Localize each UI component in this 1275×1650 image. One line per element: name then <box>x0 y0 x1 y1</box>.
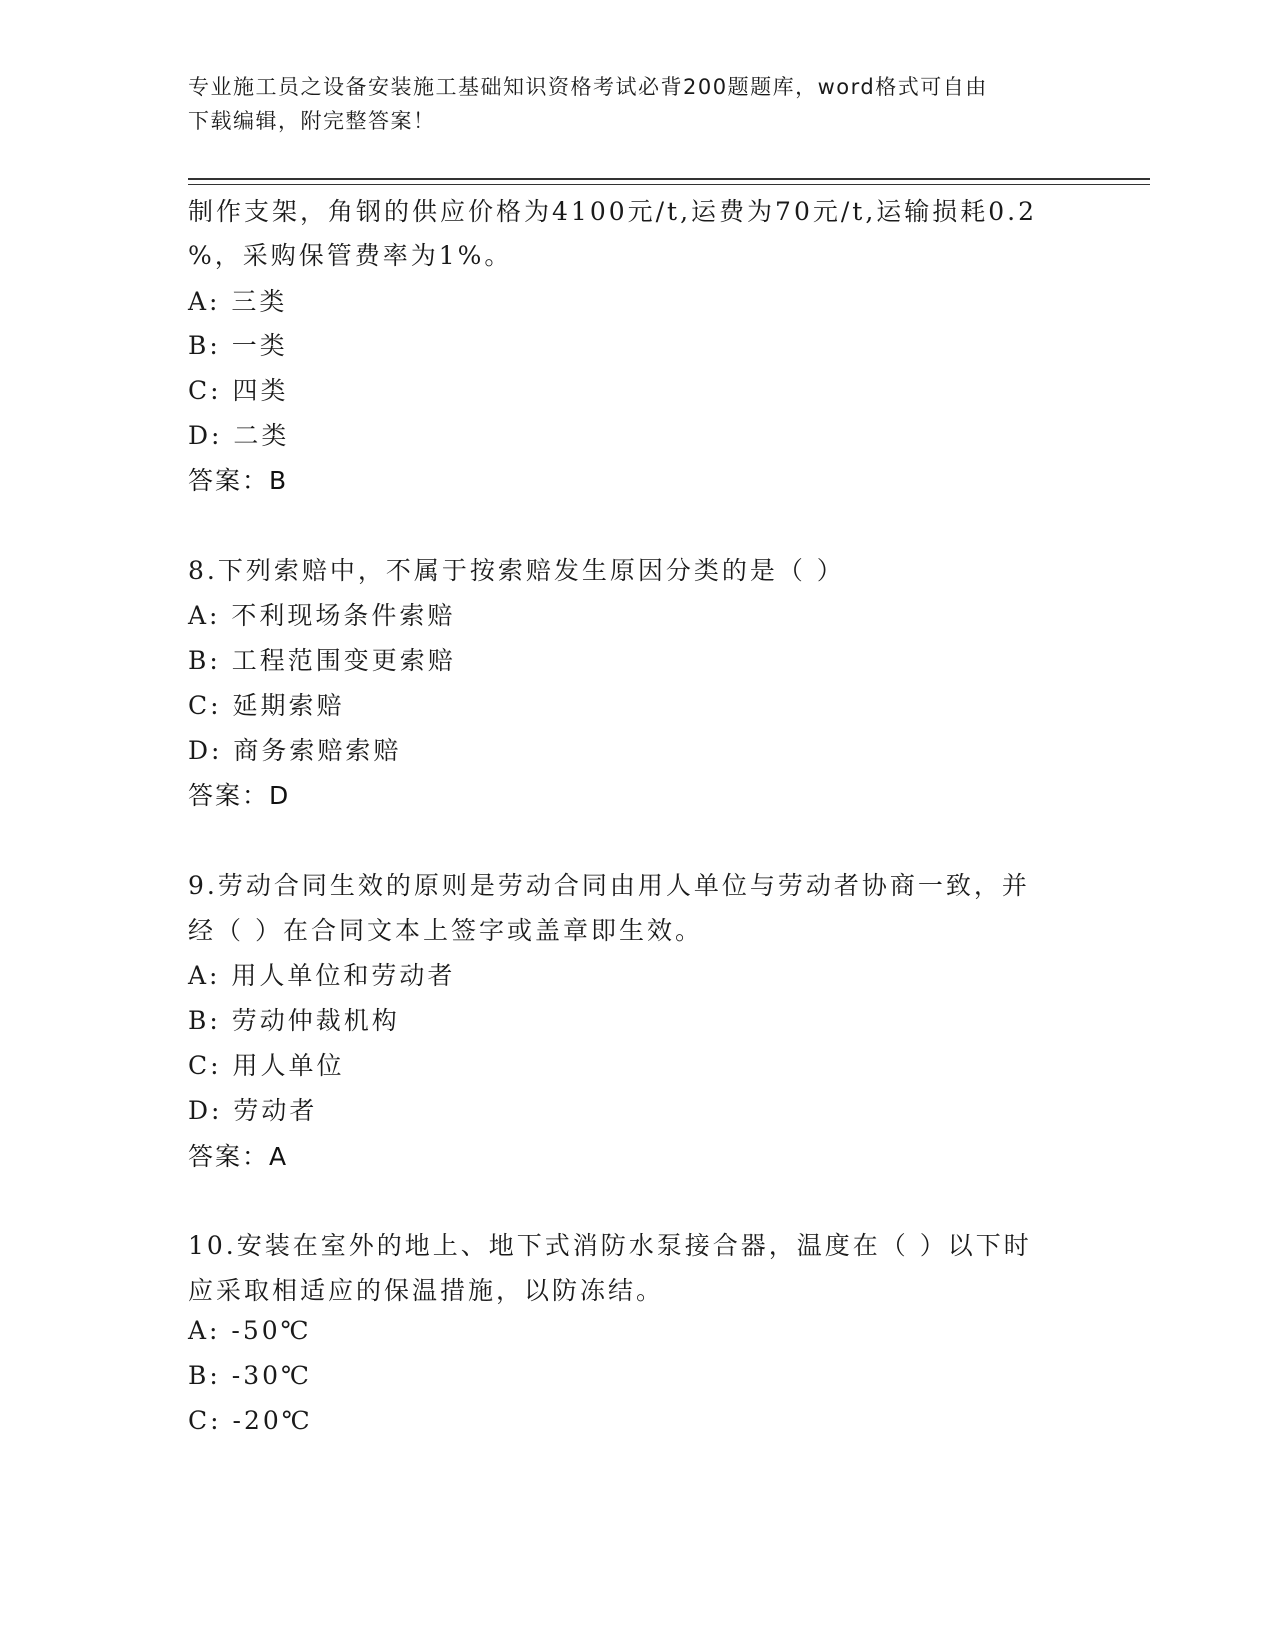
question-7-stem-line-1: 制作支架，角钢的供应价格为4100元/t,运费为70元/t,运输损耗0.2 <box>188 197 1038 226</box>
question-10-option-a: A: -50℃ <box>188 1316 312 1345</box>
question-9-option-c: C: 用人单位 <box>188 1051 345 1080</box>
question-7-option-a: A: 三类 <box>188 287 288 316</box>
question-8-option-b: B: 工程范围变更索赔 <box>188 646 456 675</box>
question-9-option-b: B: 劳动仲裁机构 <box>188 1006 400 1035</box>
question-9-stem-line-2: 经（ ）在合同文本上签字或盖章即生效。 <box>188 916 703 945</box>
question-9-option-d: D: 劳动者 <box>188 1096 318 1125</box>
question-7-option-b: B: 一类 <box>188 331 288 360</box>
header-line-2: 下载编辑，附完整答案！ <box>188 109 436 133</box>
question-8-answer: 答案：D <box>188 781 291 810</box>
question-8-stem-line-1: 8.下列索赔中，不属于按索赔发生原因分类的是（ ） <box>188 556 845 585</box>
question-10-stem-line-1: 10.安装在室外的地上、地下式消防水泵接合器，温度在（ ）以下时 <box>188 1231 1032 1260</box>
question-7-stem-line-2: %，采购保管费率为1%。 <box>188 241 513 270</box>
header-line-1: 专业施工员之设备安装施工基础知识资格考试必背200题题库，word格式可自由 <box>188 75 988 99</box>
header-divider-thin <box>188 184 1150 185</box>
document-header <box>188 70 1088 138</box>
question-7-answer: 答案：B <box>188 466 289 495</box>
question-8-option-a: A: 不利现场条件索赔 <box>188 601 456 630</box>
question-9-option-a: A: 用人单位和劳动者 <box>188 961 456 990</box>
question-9-stem-line-1: 9.劳动合同生效的原则是劳动合同由用人单位与劳动者协商一致，并 <box>188 871 1030 900</box>
question-8-option-c: C: 延期索赔 <box>188 691 345 720</box>
question-8-option-d: D: 商务索赔索赔 <box>188 736 402 765</box>
header-divider-thick <box>188 178 1150 180</box>
question-10-stem-line-2: 应采取相适应的保温措施，以防冻结。 <box>188 1276 665 1305</box>
question-7-option-c: C: 四类 <box>188 376 289 405</box>
question-7-option-d: D: 二类 <box>188 421 290 450</box>
question-10-option-c: C: -20℃ <box>188 1406 313 1435</box>
question-10-option-b: B: -30℃ <box>188 1361 312 1390</box>
question-9-answer: 答案：A <box>188 1142 289 1171</box>
